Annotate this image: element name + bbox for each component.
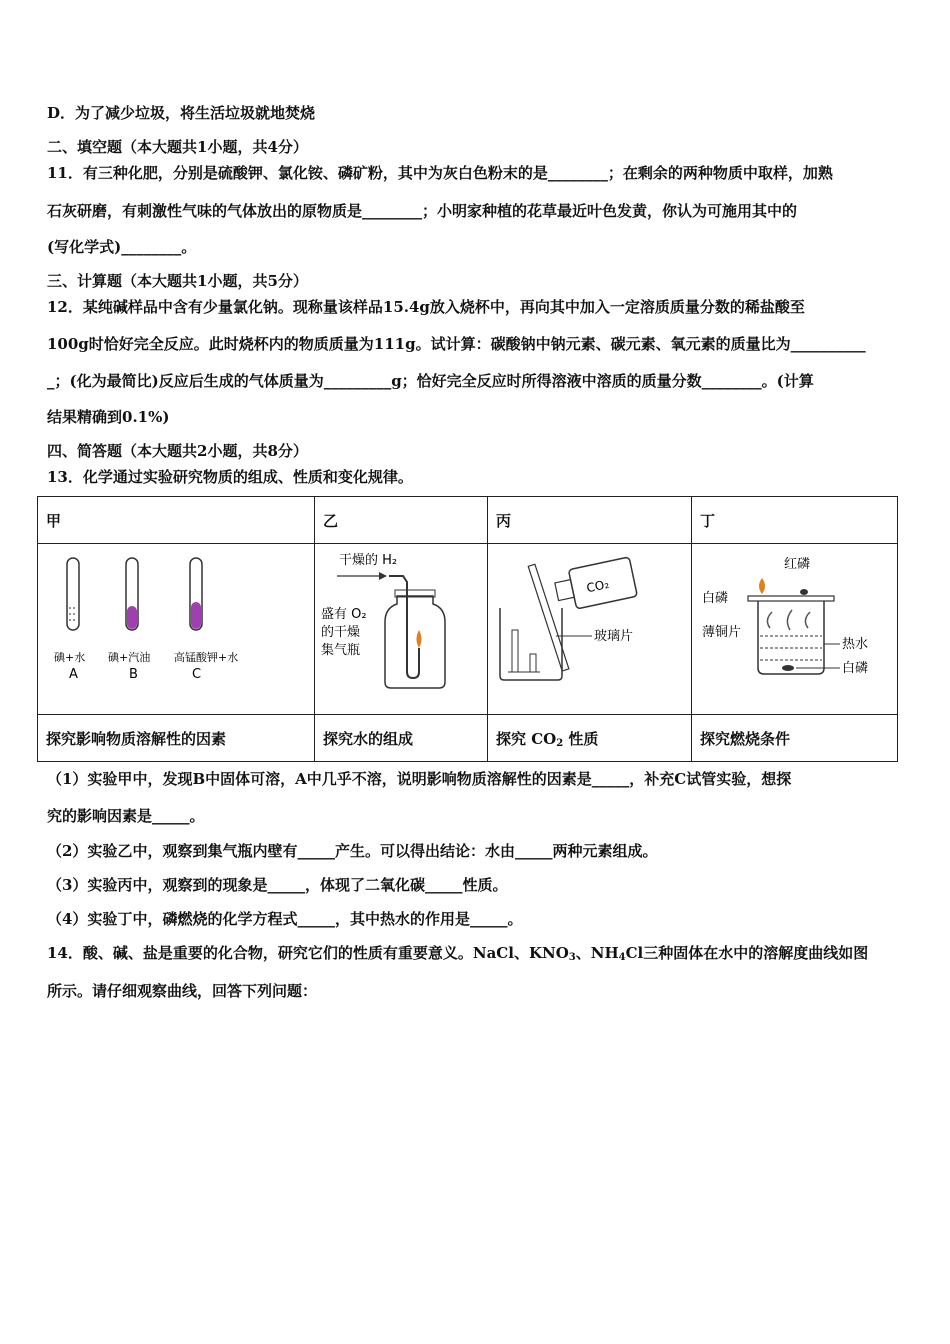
tube-c-label: 高锰酸钾+水 xyxy=(174,651,239,664)
question-12-line-4: 结果精确到0.1%) xyxy=(47,408,170,426)
test-tube-a xyxy=(67,558,79,630)
section-calc-heading: 三、计算题（本大题共1小题，共5分） xyxy=(47,272,308,290)
question-12-line-2: 100g时恰好完全反应。此时烧杯内的物质质量为111g。试计算：碳酸钠中钠元素、碳元素、氧元素的质量比为__________ xyxy=(47,335,866,353)
header-jia: 甲 xyxy=(38,497,315,544)
question-13-3: （3）实验丙中，观察到的现象是_____，体现了二氧化碳_____性质。 xyxy=(47,876,508,894)
white-phosphorus-bottom-label: 白磷 xyxy=(842,661,869,676)
hot-water-label: 热水 xyxy=(842,637,869,652)
q14-sub-1: 3 xyxy=(568,952,576,963)
question-14-line-2: 所示。请仔细观察曲线，回答下列问题： xyxy=(47,982,318,1000)
jar-label-3: 集气瓶 xyxy=(321,643,361,658)
test-tube-c xyxy=(190,558,202,630)
question-13-1-line-2: 究的影响因素是_____。 xyxy=(47,807,205,825)
question-11-line-3: (写化学式)________。 xyxy=(47,238,197,256)
figure-bing xyxy=(488,544,692,715)
question-13-stem: 13．化学通过实验研究物质的组成、性质和变化规律。 xyxy=(47,468,413,486)
option-d: D．为了减少垃圾，将生活垃圾就地焚烧 xyxy=(47,104,316,122)
tube-a-label: 碘+水 xyxy=(54,651,86,664)
footer-bing-pre: 探究 CO xyxy=(496,729,557,748)
jar-label-1: 盛有 O₂ xyxy=(321,607,367,622)
experiment-table xyxy=(37,496,898,762)
header-bing: 丙 xyxy=(488,497,692,544)
footer-bing-post: 性质 xyxy=(563,729,599,748)
tube-a-letter: A xyxy=(69,667,78,682)
question-12-line-1: 12．某纯碱样品中含有少量氯化钠。现称量该样品15.4g放入烧杯中，再向其中加入一定溶质质量分数的稀盐酸至 xyxy=(47,298,805,316)
flame-icon xyxy=(417,630,422,648)
glass-plate-label: 玻璃片 xyxy=(594,629,634,644)
q14-pre: 14．酸、碱、盐是重要的化合物，研究它们的性质有重要意义。NaCl、KNO xyxy=(47,944,569,962)
copper-sheet-label: 薄铜片 xyxy=(702,625,742,640)
header-ding: 丁 xyxy=(692,497,898,544)
header-yi: 乙 xyxy=(315,497,488,544)
footer-bing-sub: 2 xyxy=(556,737,564,749)
figure-yi xyxy=(315,544,488,715)
question-11-line-2: 石灰研磨，有刺激性气味的气体放出的原物质是________；小明家种植的花草最近叶色发黄，你认为可施用其中的 xyxy=(47,202,798,220)
flame-icon xyxy=(759,578,765,594)
co2-label: CO₂ xyxy=(585,576,611,596)
q14-mid: 、NH xyxy=(575,944,619,962)
test-tube-b xyxy=(126,558,138,630)
q14-post: Cl三种固体在水中的溶解度曲线如图 xyxy=(625,944,869,962)
q14-sub-2: 4 xyxy=(618,952,626,963)
figure-ding xyxy=(692,544,898,715)
dry-h2-label: 干燥的 H₂ xyxy=(339,553,398,568)
jar-label-2: 的干燥 xyxy=(321,625,361,640)
question-13-1-line-1: （1）实验甲中，发现B中固体可溶，A中几乎不溶，说明影响物质溶解性的因素是_____，补充C试管实验，想探 xyxy=(47,770,792,788)
tube-b-letter: B xyxy=(129,667,138,682)
tube-b-label: 碘+汽油 xyxy=(108,651,151,664)
question-13-4: （4）实验丁中，磷燃烧的化学方程式_____，其中热水的作用是_____。 xyxy=(47,910,523,928)
footer-ding: 探究燃烧条件 xyxy=(692,715,898,762)
footer-yi: 探究水的组成 xyxy=(315,715,488,762)
section-fill-blank-heading: 二、填空题（本大题共1小题，共4分） xyxy=(47,138,308,156)
question-14-line-1 xyxy=(47,942,868,963)
question-12-line-3: _；(化为最简比)反应后生成的气体质量为_________g；恰好完全反应时所得溶液中溶质的质量分数________。(计算 xyxy=(47,372,814,390)
tube-c-letter: C xyxy=(192,667,202,682)
footer-jia: 探究影响物质溶解性的因素 xyxy=(38,715,315,762)
footer-bing xyxy=(488,715,692,762)
red-phosphorus-label: 红磷 xyxy=(784,557,811,572)
section-short-answer-heading: 四、简答题（本大题共2小题，共8分） xyxy=(47,442,308,460)
question-11-line-1: 11．有三种化肥，分别是硫酸钾、氯化铵、磷矿粉，其中为灰白色粉末的是________；在剩余的两种物质中取样，加熟 xyxy=(47,164,833,182)
figure-jia xyxy=(38,544,315,715)
white-phosphorus-top-label: 白磷 xyxy=(702,591,729,606)
question-13-2: （2）实验乙中，观察到集气瓶内壁有_____产生。可以得出结论：水由_____两种元素组成。 xyxy=(47,842,658,860)
